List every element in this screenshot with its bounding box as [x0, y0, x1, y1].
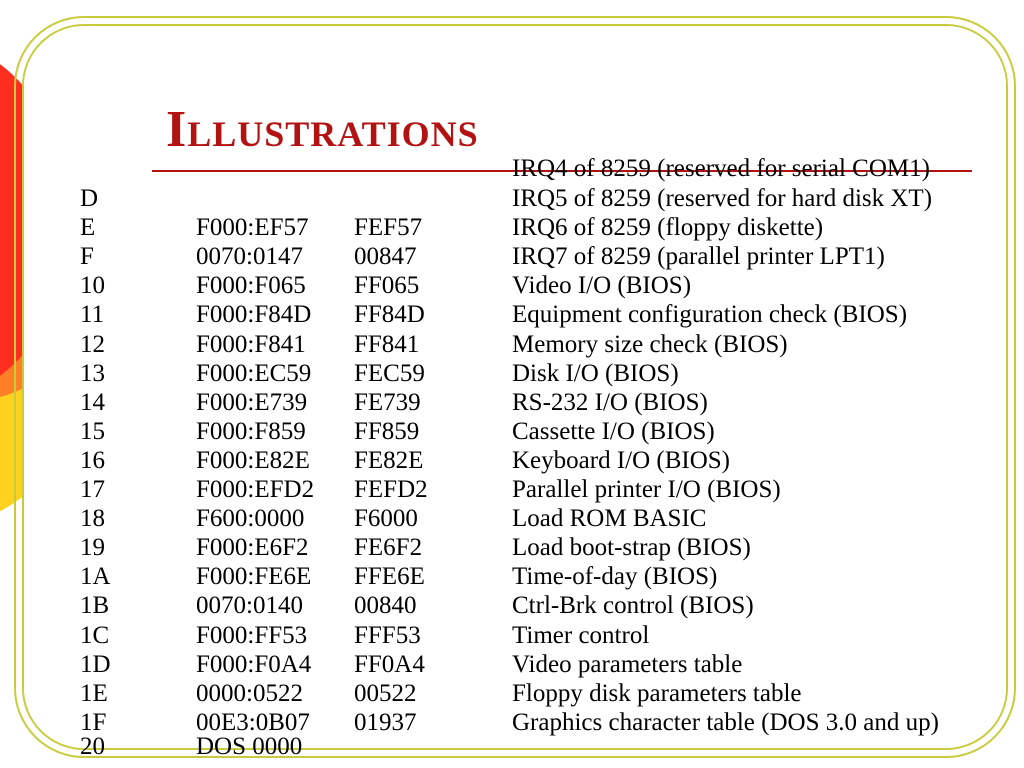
table-cell-type: 1A — [80, 563, 111, 591]
table-cell-physical: 00847 — [354, 243, 417, 271]
table-cell-physical: FF065 — [354, 272, 420, 300]
table-cell-type: 13 — [80, 359, 105, 387]
table-cell-description: Floppy disk parameters table — [512, 679, 802, 707]
table-cell-physical: FEC59 — [354, 359, 425, 387]
table-cell-description: Ctrl-Brk control (BIOS) — [512, 592, 754, 620]
table-cell-seg-offset: 0000:0522 — [196, 679, 303, 707]
table-cell-type: 16 — [80, 446, 105, 474]
table-cell-physical: 00840 — [354, 592, 417, 620]
table-cell-physical: 01937 — [354, 708, 417, 736]
table-cell-description: Parallel printer I/O (BIOS) — [512, 476, 781, 503]
table-cell-type: 11 — [80, 301, 105, 329]
table-cell-physical: FF84D — [354, 301, 425, 329]
table-cell-physical: FF841 — [354, 330, 420, 358]
table-cell-physical: FE739 — [354, 388, 421, 416]
interrupt-vector-table — [70, 155, 970, 760]
table-cell-type: F — [80, 243, 94, 271]
table-cell-type: E — [80, 214, 96, 242]
table-cell-seg-offset: DOS 0000 — [196, 733, 303, 760]
table-cell-physical: FFF53 — [354, 621, 421, 649]
table-cell-type: 15 — [80, 417, 105, 445]
table-cell-physical: FE82E — [354, 446, 424, 474]
table-cell-type: 1C — [80, 621, 110, 649]
table-cell-seg-offset: 0070:0147 — [196, 243, 303, 271]
table-cell-seg-offset: F000:FF53 — [196, 621, 308, 649]
table-cell-physical: FEF57 — [354, 214, 423, 242]
table-cell-seg-offset: 00E3:0B07 — [196, 708, 310, 736]
table-cell-description: Video I/O (BIOS) — [512, 272, 692, 300]
table-cell-description: Load boot-strap (BIOS) — [512, 534, 751, 562]
table-cell-description: Graphics character table (DOS 3.0 and up) — [512, 708, 939, 736]
table-cell-seg-offset: F000:EF57 — [196, 214, 309, 242]
table-cell-type: 19 — [80, 534, 105, 562]
table-cell-seg-offset: F000:E82E — [196, 446, 310, 474]
table-cell-type: 12 — [80, 330, 105, 358]
table-cell-type: 18 — [80, 505, 105, 533]
table-cell-physical: FF0A4 — [354, 650, 425, 678]
table-cell-type: 17 — [80, 476, 105, 503]
table-cell-description: Cassette I/O (BIOS) — [512, 417, 715, 445]
table-cell-seg-offset: F000:EFD2 — [196, 476, 315, 503]
table-cell-description: IRQ7 of 8259 (parallel printer LPT1) — [512, 243, 885, 271]
table-cell-physical: FEFD2 — [354, 476, 428, 503]
table-cell-seg-offset: F000:E739 — [196, 388, 308, 416]
table-cell-type: 1F — [80, 708, 107, 736]
table-cell-description: Equipment configuration check (BIOS) — [512, 301, 908, 329]
table-cell-seg-offset: F000:FE6E — [196, 563, 312, 591]
table-cell-description: Video parameters table — [512, 650, 743, 678]
table-cell-seg-offset: F000:F859 — [196, 417, 306, 445]
table-cell-description: IRQ5 of 8259 (reserved for hard disk XT) — [512, 185, 933, 212]
table-cell-type: 1D — [80, 650, 111, 678]
table-cell-seg-offset: F000:E6F2 — [196, 534, 309, 562]
table-cell-type: 10 — [80, 272, 105, 300]
table-cell-seg-offset: F000:F0A4 — [196, 650, 312, 678]
table-cell-description: Load ROM BASIC — [512, 505, 707, 533]
table-cell-seg-offset: F600:0000 — [196, 505, 305, 533]
table-cell-type: 20 — [80, 733, 105, 760]
table-cell-description: Keyboard I/O (BIOS) — [512, 446, 731, 474]
table-cell-physical: F6000 — [354, 505, 418, 533]
slide-title: Illustrations — [166, 101, 479, 158]
table-cell-description: Disk I/O (BIOS) — [512, 359, 679, 387]
table-cell-type: 1E — [80, 679, 108, 707]
table-cell-type: 1B — [80, 592, 110, 620]
table-cell-physical: FFE6E — [354, 563, 425, 591]
table-cell-description: Memory size check (BIOS) — [512, 330, 788, 358]
table-cell-description: RS-232 I/O (BIOS) — [512, 388, 708, 416]
table-cell-physical: FF859 — [354, 417, 420, 445]
table-cell-seg-offset: F000:F065 — [196, 272, 306, 300]
table-cell-seg-offset: F000:F841 — [196, 330, 306, 358]
table-cell-description: IRQ6 of 8259 (floppy diskette) — [512, 214, 824, 242]
table-cell-description: Time-of-day (BIOS) — [512, 563, 718, 591]
table-cell-physical: 00522 — [354, 679, 417, 707]
table-cell-seg-offset: F000:F84D — [196, 301, 312, 329]
table-cell-description: Timer control — [512, 621, 650, 649]
table-cell-type: 14 — [80, 388, 105, 416]
table-cell-seg-offset: F000:EC59 — [196, 359, 312, 387]
table-cell-physical: FE6F2 — [354, 534, 423, 562]
table-cell-description: IRQ4 of 8259 (reserved for serial COM1) — [512, 155, 930, 182]
table-cell-seg-offset: 0070:0140 — [196, 592, 303, 620]
table-cell-type: D — [80, 185, 99, 212]
